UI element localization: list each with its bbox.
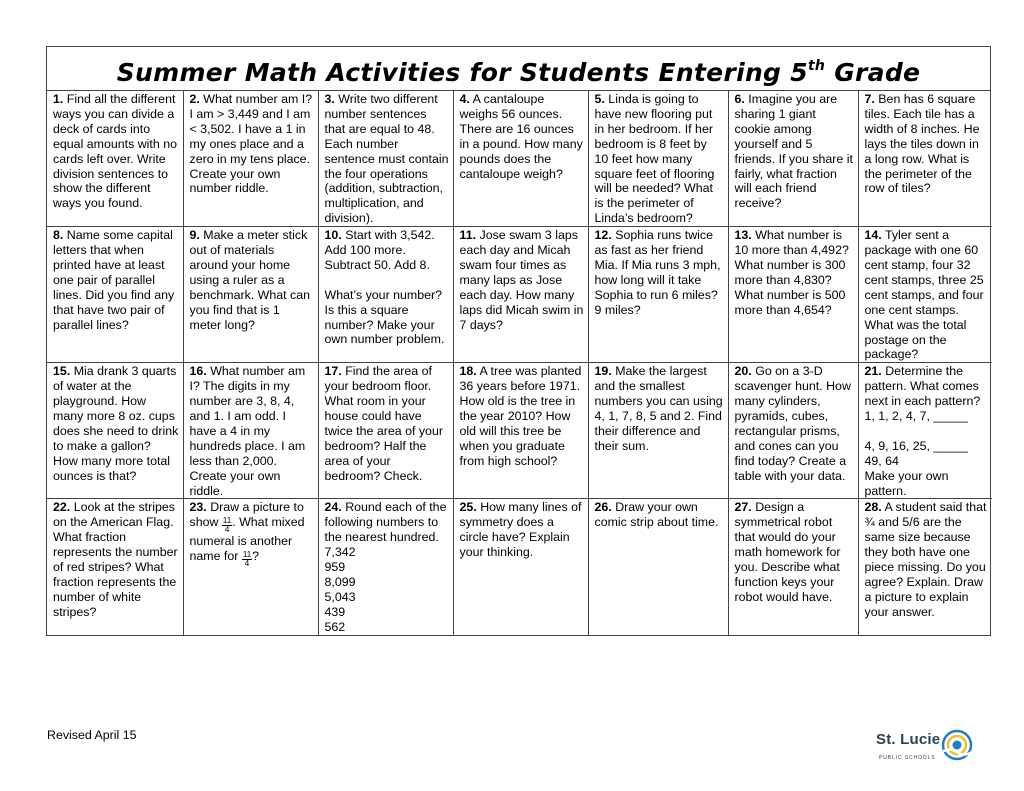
activity-grid	[47, 91, 992, 635]
activity-number: 15.	[53, 364, 71, 379]
activity-cell	[453, 363, 588, 499]
fraction	[242, 551, 252, 568]
activity-number: 27.	[734, 500, 752, 515]
revision-note: Revised April 15	[47, 728, 137, 742]
activity-number: 2.	[189, 92, 200, 106]
activity-text: Linda is going to have new flooring put in her bedroom. If her bedroom is 8 feet by 10 feet how many square feet of flooring will be needed? What is the perimeter of Linda’s bedroom?	[594, 92, 715, 226]
activity-text: Write two different number sentences that are equal to 48. Each number sentence must contain the four operations (addition, subtraction, multiplication, and division).	[324, 92, 449, 226]
activity-cell	[728, 363, 858, 499]
activity-number: 21.	[864, 364, 882, 379]
activity-number: 8.	[53, 228, 64, 243]
activity-text: Sophia runs twice as fast as her friend Mia. If Mia runs 3 mph, how long will it take Sophia to run 6 miles? 9 miles?	[594, 228, 721, 317]
activity-cell	[453, 91, 588, 227]
activity-text: Make a meter stick out of materials around your home using a ruler as a benchmark. What can you find that is 1 meter long?	[189, 228, 311, 332]
activity-number: 28.	[864, 500, 882, 515]
activity-cell	[728, 91, 858, 227]
activity-cell	[858, 499, 992, 635]
activity-text: What number am I? I am > 3,449 and I am < 3,502. I have a 1 in my ones place and a zero in my tens place. Create your own number riddle.	[189, 92, 313, 196]
number-item: 562	[324, 619, 346, 634]
activity-cell	[183, 91, 318, 227]
activity-text-mid: . What mixed numeral is another name for	[189, 515, 305, 564]
activity-cell	[183, 227, 318, 363]
activity-text: Tyler sent a package with one 60 cent stamp, four 32 cent stamps, three 25 cent stamps, and four one cent stamps. What was the total postage on the package?	[864, 228, 984, 362]
activity-number: 4.	[459, 92, 470, 106]
number-item: 8,099	[324, 575, 356, 589]
logo-subtitle: PUBLIC SCHOOLS	[879, 755, 936, 761]
activity-number: 1.	[53, 92, 64, 106]
pattern-line: 4, 9, 16, 25, _____	[864, 438, 968, 453]
activity-cell	[318, 363, 453, 499]
number-item: 439	[324, 604, 346, 619]
activity-text: A student said that ¾ and 5/6 are the same size because they both have one piece missing. Do you agree? Explain. Draw a picture to explain your answer.	[864, 500, 987, 619]
activity-number: 6.	[734, 92, 745, 106]
activity-cell	[453, 227, 588, 363]
fraction	[222, 517, 232, 534]
activity-cell	[318, 91, 453, 227]
activity-cell	[183, 499, 318, 635]
title-tail: Grade	[825, 58, 921, 87]
activity-text: Imagine you are sharing 1 giant cookie among yourself and 5 friends. If you share it fairly, what fraction will each friend receive?	[734, 92, 853, 211]
activity-text: Find all the different ways you can divide a deck of cards into equal amounts with no cards left over. Write division sentences to show the different ways you found.	[53, 92, 177, 211]
sun-wave-icon	[940, 728, 974, 762]
activity-text: Determine the pattern. What comes next in each pattern?	[864, 364, 981, 409]
activity-text: Start with 3,542. Add 100 more. Subtract 50. Add 8.	[324, 228, 435, 272]
activity-text: What number am I? The digits in my number are 3, 8, 4, and 1. I am odd. I have a 4 in my hundreds place. I am less than 2,000. Create your own riddle.	[189, 364, 306, 498]
activity-text: What number is 10 more than 4,492? What number is 300 more than 4,830? What number is 500 more than 4,654?	[734, 228, 849, 317]
activity-number: 20.	[734, 364, 752, 379]
activity-number: 16.	[189, 364, 207, 379]
activity-text: Design a symmetrical robot that would do your math homework for you. Describe what function keys your robot would have.	[734, 500, 841, 604]
grid-row	[47, 91, 992, 227]
activity-cell	[47, 227, 183, 363]
activity-cell	[728, 499, 858, 635]
activity-number: 24.	[324, 500, 342, 515]
activity-cell	[47, 363, 183, 499]
logo-name: St. Lucie	[876, 731, 941, 748]
activity-text-end: ?	[252, 549, 260, 564]
activity-text: Draw your own comic strip about time.	[594, 500, 719, 530]
activity-text: Go on a 3-D scavenger hunt. How many cylinders, pyramids, cubes, rectangular prisms, and cones can you find today? Create a table with your data.	[734, 364, 851, 483]
page-title	[47, 47, 990, 91]
activity-number: 17.	[324, 364, 342, 379]
fraction-numerator: 11	[222, 516, 232, 526]
activity-number: 3.	[324, 92, 335, 106]
number-item: 5,043	[324, 589, 356, 604]
title-main: Summer Math Activities for Students Entering 5	[116, 58, 808, 87]
activity-text: Jose swam 3 laps each day and Micah swam four times as many laps as Jose each day. How many laps did Micah swim in 7 days?	[459, 228, 584, 332]
pattern-line: 1, 1, 2, 4, 7, _____	[864, 409, 968, 424]
fraction-numerator: 11	[242, 550, 252, 560]
activity-text: Draw a picture to show	[189, 500, 304, 530]
activity-number: 9.	[189, 228, 200, 243]
activity-number: 23.	[189, 500, 207, 515]
fraction-denominator: 4	[244, 559, 250, 569]
activity-text: Find the area of your bedroom floor. What room in your house could have twice the area of your bedroom? Half the area of your bedroom? Check.	[324, 364, 443, 483]
activity-text: A tree was planted 36 years before 1971. How old is the tree in the year 2010? How old will this tree be when you graduate from high school?	[459, 364, 582, 468]
activity-number: 25.	[459, 500, 477, 515]
grid-row	[47, 499, 992, 635]
activity-cell	[858, 91, 992, 227]
activity-number: 5.	[594, 92, 605, 106]
activity-cell	[47, 499, 183, 635]
activity-cell	[588, 91, 728, 227]
title-superscript: th	[807, 58, 826, 74]
activity-number: 10.	[324, 228, 342, 243]
grid-row	[47, 227, 992, 363]
activity-text: Mia drank 3 quarts of water at the playground. How many more 8 oz. cups does she need to drink to make a gallon? How many more total ounces is that?	[53, 364, 179, 483]
activity-cell	[47, 91, 183, 227]
activity-cell	[318, 499, 453, 635]
activity-number: 22.	[53, 500, 71, 515]
activity-text: Round each of the following numbers to the nearest hundred.	[324, 500, 447, 545]
activity-cell	[728, 227, 858, 363]
activity-cell	[858, 363, 992, 499]
activity-number: 11.	[459, 228, 477, 243]
pattern-line: 49, 64	[864, 453, 899, 468]
activity-sheet	[46, 46, 991, 636]
activity-text: Look at the stripes on the American Flag. What fraction represents the number of red stripes? What fraction represents the number of white stripes?	[53, 500, 178, 619]
activity-cell	[588, 227, 728, 363]
activity-cell	[588, 363, 728, 499]
activity-cell	[453, 499, 588, 635]
activity-cell	[318, 227, 453, 363]
activity-text: A cantaloupe weighs 56 ounces. There are 16 ounces in a pound. How many pounds does the cantaloupe weigh?	[459, 92, 583, 181]
activity-number: 18.	[459, 364, 477, 379]
activity-text: Make the largest and the smallest numbers you can using 4, 1, 7, 8, 5 and 2. Find their difference and their sum.	[594, 364, 723, 453]
activity-text: Name some capital letters that when printed have at least one pair of parallel lines. Did you find any that have two pair of parallel lines?	[53, 228, 175, 332]
activity-text-2: What’s your number? Is this a square number? Make your own number problem.	[324, 287, 445, 347]
activity-text: Ben has 6 square tiles. Each tile has a width of 8 inches. He lays the tiles down in a long row. What is the perimeter of the row of tiles?	[864, 92, 980, 196]
activity-number: 12.	[594, 228, 612, 243]
activity-number: 26.	[594, 500, 612, 515]
activity-text-2: Make your own pattern.	[864, 468, 949, 498]
activity-number: 14.	[864, 228, 882, 243]
grid-row	[47, 363, 992, 499]
fraction-denominator: 4	[224, 525, 230, 535]
activity-cell	[588, 499, 728, 635]
activity-number: 7.	[864, 92, 875, 106]
number-item: 7,342	[324, 545, 356, 560]
activity-cell	[183, 363, 318, 499]
activity-number: 13.	[734, 228, 752, 243]
activity-text: How many lines of symmetry does a circle have? Explain your thinking.	[459, 500, 582, 560]
school-logo	[868, 728, 983, 768]
activity-number: 19.	[594, 364, 612, 379]
activity-cell	[858, 227, 992, 363]
number-item: 959	[324, 560, 346, 575]
